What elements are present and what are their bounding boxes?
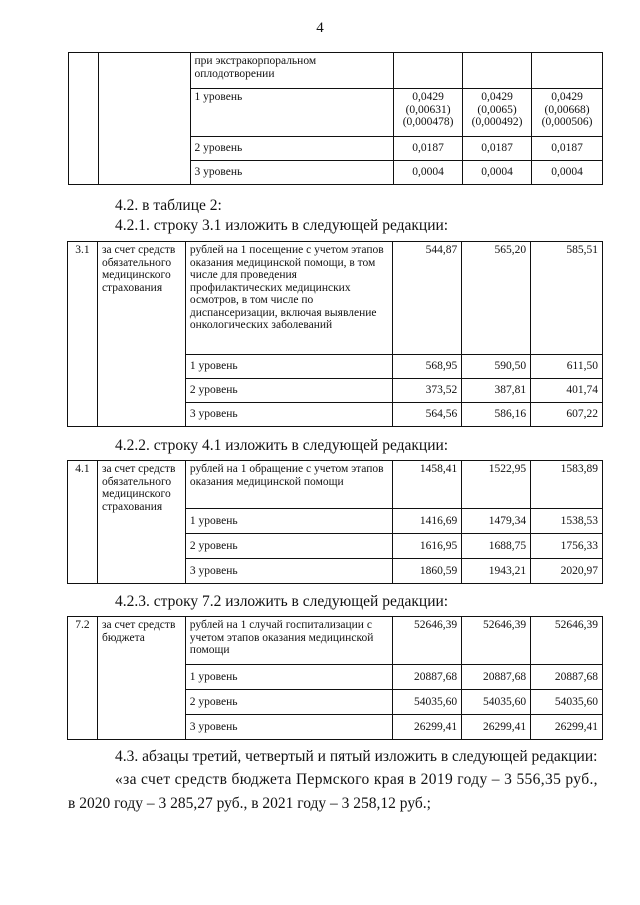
value-cell: 26299,41 — [393, 715, 462, 740]
section-heading: 4.2.2. строку 4.1 изложить в следующей редакции: — [115, 437, 449, 454]
value-cell: 1583,89 — [531, 461, 603, 509]
table1-row-value: 0,0187 — [394, 137, 463, 161]
table-continuation — [68, 52, 603, 185]
value-cell: 20887,68 — [462, 665, 531, 690]
value-cell: 387,81 — [462, 379, 531, 403]
value-cell: 1458,41 — [393, 461, 462, 509]
table1-row-value: 0,0004 — [394, 161, 463, 185]
funding-source: за счет средств обязательного медицинского страхования — [97, 242, 185, 427]
value-cell: 1479,34 — [462, 509, 531, 534]
value-cell: 2020,97 — [531, 559, 603, 584]
value-cell: 52646,39 — [462, 617, 531, 665]
value-cell: 607,22 — [531, 403, 603, 427]
level-label: 2 уровень — [185, 690, 392, 715]
funding-source: за счет средств бюджета — [97, 617, 185, 740]
value-cell: 52646,39 — [531, 617, 603, 665]
value-cell: 1416,69 — [393, 509, 462, 534]
table1-row-label: 1 уровень — [190, 89, 394, 137]
value-cell: 1616,95 — [393, 534, 462, 559]
funding-source: за счет средств обязательного медицинского страхования — [97, 461, 185, 584]
section-heading: 4.2. в таблице 2: — [115, 197, 222, 214]
value-cell: 1860,59 — [393, 559, 462, 584]
paragraph-line: в 2020 году – 3 285,27 руб., в 2021 году – 3 258,12 руб.; — [68, 795, 431, 812]
paragraph-line: «за счет средств бюджета Пермского края в 2019 году – 3 556,35 руб., — [115, 771, 598, 788]
value-cell: 26299,41 — [462, 715, 531, 740]
value-cell: 585,51 — [531, 242, 603, 355]
level-label: 3 уровень — [185, 403, 392, 427]
table-row-7-2 — [67, 616, 603, 740]
value-cell: 54035,60 — [393, 690, 462, 715]
table1-row-label: 3 уровень — [190, 161, 394, 185]
value-cell: 565,20 — [462, 242, 531, 355]
level-label: 3 уровень — [185, 715, 392, 740]
row-number: 7.2 — [68, 617, 98, 740]
value-cell: 1756,33 — [531, 534, 603, 559]
table1-empty-cell — [532, 53, 603, 89]
level-label: 1 уровень — [185, 509, 392, 534]
table1-empty-cell — [394, 53, 463, 89]
section-heading: 4.3. абзацы третий, четвертый и пятый изложить в следующей редакции: — [115, 748, 598, 765]
level-label: 2 уровень — [185, 534, 392, 559]
table1-row-value: 0,0429 (0,00668) (0,000506) — [532, 89, 603, 137]
value-cell: 568,95 — [393, 355, 462, 379]
indicator-description: рублей на 1 посещение с учетом этапов оказания медицинской помощи, в том числе для проведения профилактических медицинских осмотров, в том числе по диспансеризации, включая выявление онкологических заболеваний — [185, 242, 392, 355]
table-row-4-1 — [67, 460, 603, 584]
table1-row-value: 0,0004 — [532, 161, 603, 185]
section-heading: 4.2.3. строку 7.2 изложить в следующей редакции: — [115, 593, 449, 610]
value-cell: 586,16 — [462, 403, 531, 427]
value-cell: 20887,68 — [531, 665, 603, 690]
value-cell: 54035,60 — [531, 690, 603, 715]
value-cell: 1943,21 — [462, 559, 531, 584]
value-cell: 373,52 — [393, 379, 462, 403]
value-cell: 1522,95 — [462, 461, 531, 509]
row-number: 4.1 — [68, 461, 98, 584]
value-cell: 590,50 — [462, 355, 531, 379]
level-label: 2 уровень — [185, 379, 392, 403]
value-cell: 401,74 — [531, 379, 603, 403]
table1-empty-cell — [463, 53, 532, 89]
table1-row-value: 0,0004 — [463, 161, 532, 185]
value-cell: 54035,60 — [462, 690, 531, 715]
value-cell: 544,87 — [393, 242, 462, 355]
value-cell: 52646,39 — [393, 617, 462, 665]
value-cell: 26299,41 — [531, 715, 603, 740]
value-cell: 611,50 — [531, 355, 603, 379]
page-number: 4 — [316, 20, 324, 36]
table1-row-value: 0,0187 — [463, 137, 532, 161]
value-cell: 20887,68 — [393, 665, 462, 690]
table1-source-cell — [98, 53, 190, 185]
table-row-3-1 — [67, 241, 603, 427]
table1-row-label: 2 уровень — [190, 137, 394, 161]
value-cell: 1688,75 — [462, 534, 531, 559]
level-label: 3 уровень — [185, 559, 392, 584]
table1-row-value: 0,0429 (0,00631) (0,000478) — [394, 89, 463, 137]
row-number: 3.1 — [68, 242, 98, 427]
level-label: 1 уровень — [185, 355, 392, 379]
indicator-description: рублей на 1 случай госпитализации с учетом этапов оказания медицинской помощи — [185, 617, 392, 665]
value-cell: 564,56 — [393, 403, 462, 427]
table1-row-value: 0,0187 — [532, 137, 603, 161]
table1-row-value: 0,0429 (0,0065) (0,000492) — [463, 89, 532, 137]
section-heading: 4.2.1. строку 3.1 изложить в следующей редакции: — [115, 217, 449, 234]
value-cell: 1538,53 — [531, 509, 603, 534]
level-label: 1 уровень — [185, 665, 392, 690]
table1-intro-text: при экстракорпоральном оплодотворении — [190, 53, 394, 89]
table1-num-cell — [69, 53, 99, 185]
indicator-description: рублей на 1 обращение с учетом этапов оказания медицинской помощи — [185, 461, 392, 509]
